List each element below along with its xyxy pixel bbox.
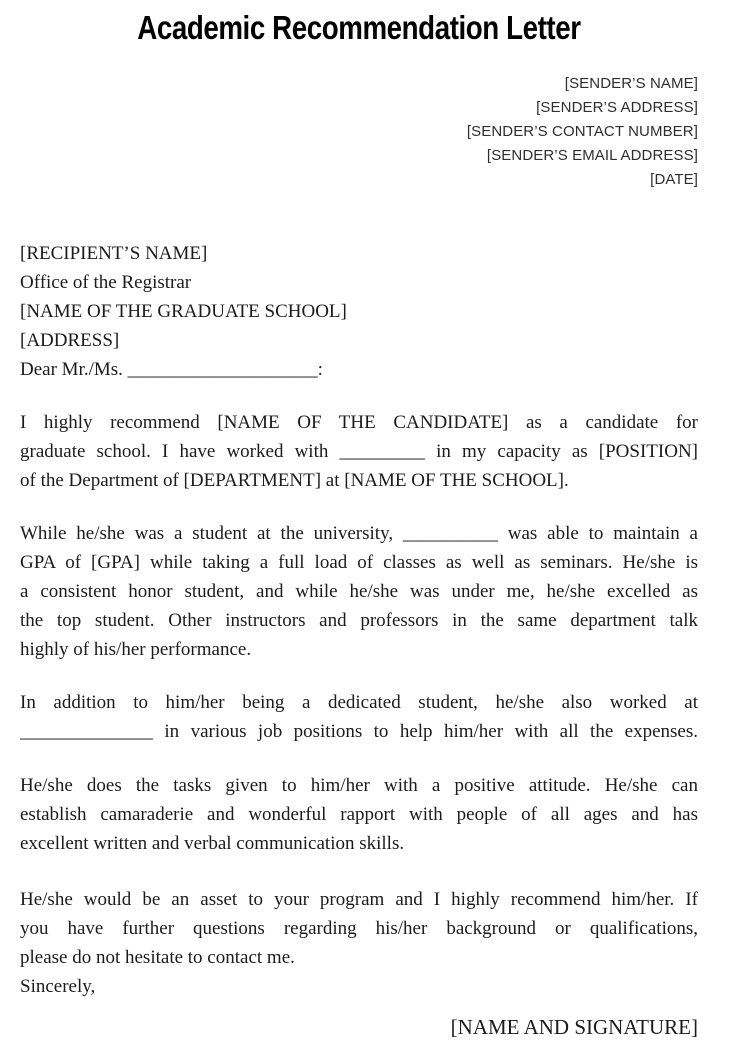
paragraph-4-line-3: excellent written and verbal communication skills. — [20, 833, 405, 854]
sender-contact-line: [SENDER’S CONTACT NUMBER] — [466, 123, 698, 140]
recipient-name-line: [RECIPIENT’S NAME] — [20, 243, 208, 264]
paragraph-5-line-1: He/she would be an asset to your program and I highly recommend him/her. If — [20, 889, 698, 910]
signature-line: [NAME AND SIGNATURE] — [450, 1015, 698, 1039]
paragraph-2-line-4: the top student. Other instructors and professors in the same department talk — [20, 610, 698, 631]
letter-title-text: Academic Recommendation Letter — [137, 9, 581, 46]
paragraph-1-line-1: I highly recommend [NAME OF THE CANDIDATE] as a candidate for — [20, 412, 698, 433]
paragraph-3-line-1: In addition to him/her being a dedicated student, he/she also worked at — [20, 692, 698, 713]
paragraph-1 — [20, 408, 698, 495]
paragraph-4-line-1: He/she does the tasks given to him/her with a positive attitude. He/she can — [20, 775, 698, 796]
paragraph-5-line-2: you have further questions regarding his/her background or qualifications, — [20, 918, 698, 939]
sender-block — [20, 72, 698, 192]
recipient-address-line: [ADDRESS] — [20, 330, 120, 351]
sender-address-line: [SENDER’S ADDRESS] — [536, 99, 698, 116]
paragraph-2-line-5: highly of his/her performance. — [20, 639, 252, 660]
paragraph-3 — [20, 688, 698, 746]
paragraph-2-line-3: a consistent honor student, and while he/she was under me, he/she excelled as — [20, 581, 698, 602]
paragraph-1-line-3: of the Department of [DEPARTMENT] at [NAME OF THE SCHOOL]. — [20, 470, 569, 491]
sender-name-line: [SENDER’S NAME] — [564, 75, 698, 92]
sender-email-line: [SENDER’S EMAIL ADDRESS] — [486, 147, 698, 164]
letter-title — [20, 10, 698, 46]
recipient-block — [20, 239, 698, 355]
paragraph-4-line-2: establish camaraderie and wonderful rapport with people of all ages and has — [20, 804, 698, 825]
paragraph-4 — [20, 771, 698, 858]
paragraph-5-line-3: please do not hesitate to contact me. — [20, 947, 295, 968]
date-line: [DATE] — [650, 171, 698, 188]
paragraph-2 — [20, 519, 698, 664]
salutation-line: Dear Mr./Ms. ____________________: — [20, 359, 323, 380]
paragraph-1-line-2: graduate school. I have worked with _________ in my capacity as [POSITION] — [20, 441, 698, 462]
paragraph-5 — [20, 885, 698, 972]
paragraph-2-line-2: GPA of [GPA] while taking a full load of classes as well as seminars. He/she is — [20, 552, 698, 573]
paragraph-2-line-1: While he/she was a student at the university, __________ was able to maintain a — [20, 523, 698, 544]
paragraph-3-line-2: ______________ in various job positions to help him/her with all the expenses. — [20, 721, 698, 742]
recipient-school-line: [NAME OF THE GRADUATE SCHOOL] — [20, 301, 347, 322]
closing-line: Sincerely, — [20, 976, 96, 997]
recipient-office-line: Office of the Registrar — [20, 272, 192, 293]
